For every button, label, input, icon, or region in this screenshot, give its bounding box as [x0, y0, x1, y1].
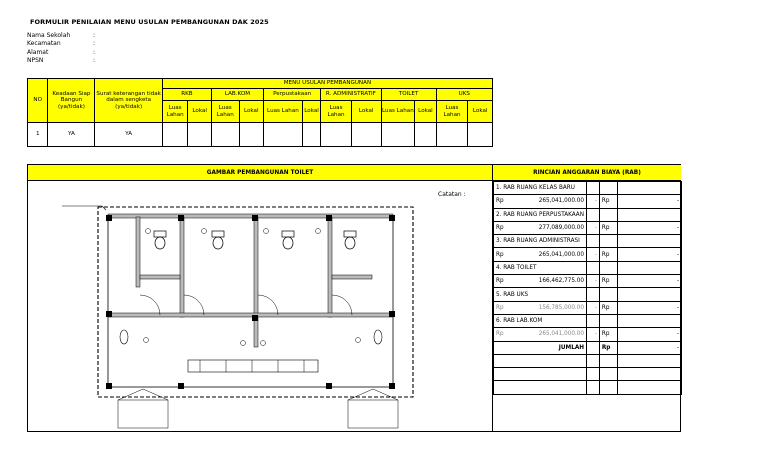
rab-item-title: 4. RAB TOILET [494, 261, 587, 274]
assessment-table [27, 78, 493, 147]
table-cell [436, 123, 468, 147]
field-row [27, 49, 95, 57]
sink [374, 330, 382, 344]
rab-amount: 156,785,000.00 [538, 304, 584, 311]
toilet-tank [344, 231, 356, 237]
field-label: Alamat [27, 48, 49, 56]
dash: - [586, 221, 599, 234]
col-letter: Surat keterangan tidak dalam sengketa (ya/tidak) [95, 79, 162, 123]
toilet-bowl [283, 237, 293, 249]
toilet-tank [282, 231, 294, 237]
table-cell [211, 123, 239, 147]
currency: Rp [496, 225, 504, 232]
door-swing [258, 295, 278, 315]
cell-no: 1 [28, 123, 48, 147]
dash: - [617, 275, 681, 288]
dash: - [617, 221, 681, 234]
cell-ready: YA [48, 123, 95, 147]
top-wall [108, 214, 393, 218]
dash: - [617, 248, 681, 261]
group-header: UKS [436, 89, 492, 101]
rab-amount: 265,041,000.00 [538, 331, 584, 338]
currency: Rp [599, 248, 617, 261]
column [178, 215, 184, 221]
partition-wall [136, 217, 140, 287]
corridor-wall [108, 313, 393, 317]
partition-wall [328, 217, 332, 317]
dash: - [617, 301, 681, 314]
rab-amount: 265,041,000.00 [538, 198, 584, 205]
toilet-tank [212, 231, 224, 237]
field-separator: : [93, 57, 96, 65]
group-header: R. ADMINISTRATIF [321, 89, 381, 101]
rab-item-title: 5. RAB UKS [494, 288, 587, 301]
sub-area: Luas Lahan [264, 101, 303, 123]
currency: Rp [599, 221, 617, 234]
field-row [27, 57, 95, 65]
rab-table [493, 181, 682, 395]
total-label: JUMLAH [494, 341, 587, 354]
currency: Rp [496, 198, 504, 205]
column [252, 315, 258, 321]
sub-loc: Lokal [302, 101, 320, 123]
dash: - [617, 195, 681, 208]
building-outline [108, 217, 393, 387]
rab-amount-cell [494, 301, 587, 314]
rab-item-title: 1. RAB RUANG KELAS BARU [494, 182, 587, 195]
group-header: RKB [162, 89, 211, 101]
column [389, 215, 395, 221]
rab-amount: 265,041,000.00 [538, 251, 584, 258]
dash: - [586, 328, 599, 341]
toilet-bowl [155, 237, 165, 249]
sub-loc: Lokal [351, 101, 381, 123]
rab-item-title: 2. RAB RUANG PERPUSTAKAAN [494, 208, 587, 221]
stall-wall [332, 275, 372, 279]
column [326, 383, 332, 389]
toilet-section [27, 164, 681, 432]
partition-wall [180, 217, 184, 317]
dash: - [586, 301, 599, 314]
catatan-label: Catatan : [438, 191, 466, 198]
entrance-ramp [118, 400, 168, 428]
column [389, 311, 395, 317]
field-label: Nama Sekolah [27, 32, 71, 39]
rab-amount-cell [494, 195, 587, 208]
sub-area: Luas Lahan [436, 101, 468, 123]
partition-wall [254, 217, 258, 347]
toilet-bowl [345, 237, 355, 249]
table-cell [264, 123, 303, 147]
sub-area: Luas Lahan [211, 101, 239, 123]
column [178, 383, 184, 389]
currency: Rp [599, 301, 617, 314]
column [106, 311, 112, 317]
rab-amount-cell [494, 248, 587, 261]
cell-letter: YA [95, 123, 162, 147]
col-ready: Keadaan Siap Bangun (ya/tidak) [48, 79, 95, 123]
drawing-header: GAMBAR PEMBANGUNAN TOILET [28, 165, 492, 181]
column [326, 215, 332, 221]
rab-item-title: 3. RAB RUANG ADMINISTRASI [494, 235, 587, 248]
sub-area: Luas Lahan [381, 101, 415, 123]
rab-amount: 277,089,000.00 [538, 225, 584, 232]
school-info [27, 32, 95, 66]
field-row [27, 32, 95, 40]
table-cell [162, 123, 188, 147]
rab-amount: 166,462,775.00 [538, 278, 584, 285]
table-cell [468, 123, 493, 147]
stall-wall [140, 275, 180, 279]
rab-item-title: 6. RAB LAB.KOM [494, 314, 587, 327]
total-currency: Rp [599, 341, 617, 354]
toilet-tank [154, 231, 166, 237]
group-header: TOILET [381, 89, 436, 101]
dash: - [586, 275, 599, 288]
col-no: NO [28, 79, 48, 123]
sub-loc: Lokal [239, 101, 264, 123]
column [106, 215, 112, 221]
table-cell [351, 123, 381, 147]
rab-amount-cell [494, 328, 587, 341]
rab-amount-cell [494, 275, 587, 288]
group-header: Perpustakaan [264, 89, 321, 101]
currency: Rp [496, 251, 504, 258]
currency: Rp [496, 278, 504, 285]
column [106, 383, 112, 389]
sub-loc: Lokal [415, 101, 436, 123]
toilet-floor-plan [58, 195, 428, 431]
total-dash: - [617, 341, 681, 354]
rab-header: RINCIAN ANGGARAN BIAYA (RAB) [493, 165, 681, 181]
column [252, 215, 258, 221]
table-row [28, 123, 493, 147]
dash: - [586, 195, 599, 208]
field-separator: : [93, 40, 96, 48]
toilet-bowl [213, 237, 223, 249]
group-header: LAB.KOM [211, 89, 263, 101]
currency: Rp [599, 195, 617, 208]
table-cell [321, 123, 352, 147]
rab-amount-cell [494, 221, 587, 234]
currency: Rp [496, 304, 504, 311]
field-label: NPSN [27, 57, 44, 65]
field-label: Kecamatan [27, 40, 61, 48]
currency: Rp [599, 275, 617, 288]
sink [120, 330, 128, 344]
dash: - [586, 248, 599, 261]
table-cell [239, 123, 264, 147]
rab-table-wrap [493, 181, 682, 395]
table-cell [302, 123, 320, 147]
wash-counter [188, 360, 318, 372]
field-separator: : [93, 48, 96, 56]
entrance-ramp [348, 400, 398, 428]
dash: - [617, 328, 681, 341]
currency: Rp [599, 328, 617, 341]
sub-loc: Lokal [468, 101, 493, 123]
menu-header: MENU USULAN PEMBANGUNAN [162, 79, 492, 89]
column [389, 383, 395, 389]
field-separator: : [93, 32, 96, 39]
currency: Rp [496, 331, 504, 338]
door-swing [332, 295, 352, 315]
door-swing [140, 295, 160, 315]
table-cell [381, 123, 415, 147]
table-cell [188, 123, 212, 147]
door-swing [184, 295, 204, 315]
table-cell [415, 123, 436, 147]
field-row [27, 40, 95, 48]
sub-area: Luas Lahan [162, 101, 188, 123]
sub-area: Luas Lahan [321, 101, 352, 123]
form-title: FORMULIR PENILAIAN MENU USULAN PEMBANGUNAN DAK 2025 [30, 18, 269, 26]
sub-loc: Lokal [188, 101, 212, 123]
